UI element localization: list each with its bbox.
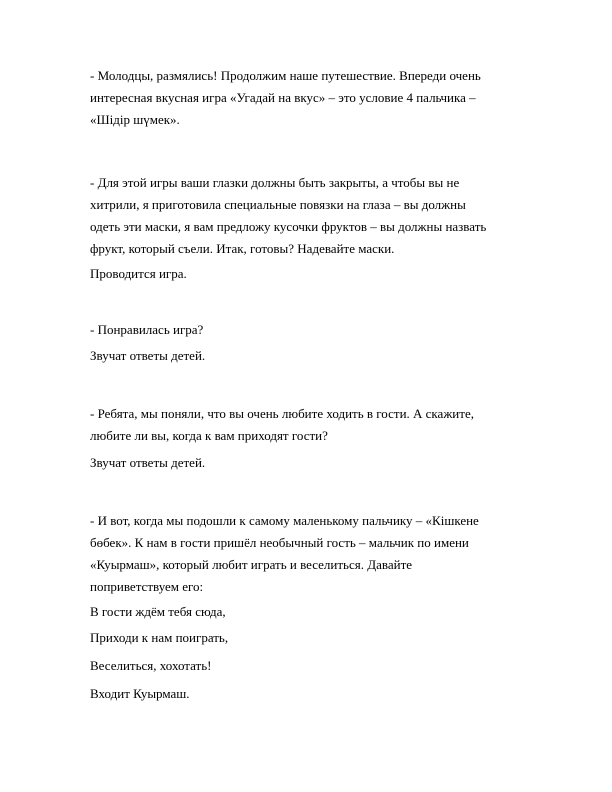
- text-line-4: - Для этой игры ваши глазки должны быть закрыты, а чтобы вы не: [90, 175, 460, 190]
- text-line-2: интересная вкусная игра «Угадай на вкус» – это условие 4 пальчика –: [90, 90, 476, 105]
- text-line-10: Звучат ответы детей.: [90, 348, 206, 363]
- text-line-13: Звучат ответы детей.: [90, 455, 206, 470]
- text-line-8: Проводится игра.: [90, 266, 187, 281]
- text-line-7: фрукт, который съели. Итак, готовы? Надевайте маски.: [90, 241, 395, 256]
- text-line-16: «Куырмаш», который любит играть и веселиться. Давайте: [90, 557, 413, 572]
- text-line-17: поприветствуем его:: [90, 579, 204, 594]
- text-line-6: одеть эти маски, я вам предложу кусочки фруктов – вы должны назвать: [90, 219, 487, 234]
- text-line-9: - Понравилась игра?: [90, 322, 204, 337]
- text-line-12: любите ли вы, когда к вам приходят гости?: [90, 428, 328, 443]
- text-line-18: В гости ждём тебя сюда,: [90, 604, 226, 619]
- text-line-14: - И вот, когда мы подошли к самому маленькому пальчику – «Кішкене: [90, 513, 479, 528]
- text-line-11: - Ребята, мы поняли, что вы очень любите ходить в гости. А скажите,: [90, 406, 474, 421]
- text-line-21: Входит Куырмаш.: [90, 686, 190, 701]
- text-line-19: Приходи к нам поиграть,: [90, 630, 229, 645]
- text-line-15: бөбек». К нам в гости пришёл необычный гость – мальчик по имени: [90, 535, 469, 550]
- text-line-3: «Шідір шүмек».: [90, 112, 180, 127]
- text-line-20: Веселиться, хохотать!: [90, 658, 212, 673]
- text-line-5: хитрили, я приготовила специальные повязки на глаза – вы должны: [90, 197, 466, 212]
- text-line-1: - Молодцы, размялись! Продолжим наше путешествие. Впереди очень: [90, 68, 481, 83]
